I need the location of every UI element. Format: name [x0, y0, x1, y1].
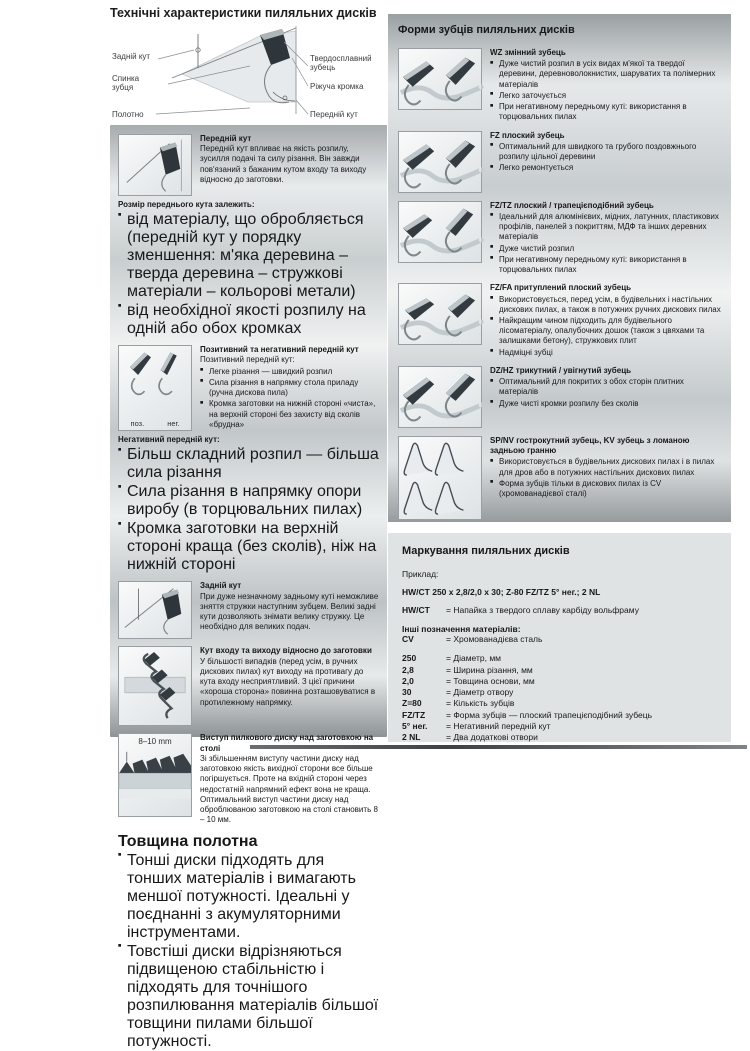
bullet-item: ■ Оптимальний для покритих з обох сторін плитних матеріалів — [490, 377, 721, 397]
definition-row — [402, 721, 717, 732]
fztz-teeth-icon — [399, 202, 481, 262]
bullet-item: ■ Надміцні зубці — [490, 348, 721, 358]
definition-text: = Два додаткові отвори — [446, 731, 538, 742]
definition-row — [402, 634, 717, 645]
definition-term: 2,0 — [402, 675, 414, 686]
front-angle-section — [118, 134, 379, 338]
bullet-item: ■ Дуже чистий розпил — [490, 244, 721, 254]
fzfa-section — [398, 283, 721, 358]
wz-tooth-image — [398, 48, 482, 110]
bullet-list — [118, 852, 379, 1051]
back-angle-tooth-icon — [119, 582, 191, 638]
protrusion-image — [118, 733, 192, 817]
protrusion-icon — [119, 749, 191, 815]
definition-term: 2,8 — [402, 664, 414, 675]
bullet-item: ■ Більш складний розпил — більша сила різання — [118, 446, 379, 482]
wz-section — [398, 48, 721, 123]
definition-text: = Хромованадієва сталь — [446, 634, 543, 645]
label-carbide-tooth: Твердосплавний зубець — [310, 54, 372, 73]
bullet-item: ■ від матеріалу, що обробляється (передній кут у порядку зменшення: м'яка деревина – тверда деревина – стружкові матеріали – кольорові метали) — [118, 211, 379, 301]
label-blade-body: Полотно — [112, 110, 144, 119]
definition-row — [402, 698, 717, 709]
fz-teeth-icon — [399, 132, 481, 192]
single-tooth-icon — [119, 135, 191, 195]
definition-text: = Ширина різання, мм — [446, 664, 533, 675]
bullet-list — [118, 446, 379, 574]
marking-panel — [388, 533, 731, 742]
positive-label: поз. — [130, 419, 145, 429]
definition-text: = Кількість зубців — [446, 698, 515, 709]
fzfa-teeth-icon — [399, 284, 481, 344]
fztz-tooth-image — [398, 201, 482, 263]
definition-term: Z=80 — [402, 698, 422, 709]
entry-exit-section — [118, 646, 379, 726]
left-column — [110, 6, 387, 1050]
definition-term: 30 — [402, 687, 412, 698]
bullet-list — [490, 457, 721, 499]
section-heading: SP/NV гострокутний зубець, KV зубець з ломаною задньою гранню — [490, 435, 690, 456]
spnv-teeth-icon — [399, 437, 481, 519]
section-heading: Товщина полотна — [118, 832, 258, 850]
bullet-item: ■ від необхідної якості розпилу на одній або обох кромках — [118, 302, 379, 338]
bullet-item: ■ Ідеальний для алюмінієвих, мідних, латунних, пластикових профілів, панелей з покриттям, МДФ та інших деревних матеріалів — [490, 212, 721, 243]
bullet-list — [490, 142, 721, 174]
bullet-item: ■ Легко заточується — [490, 91, 721, 101]
section-body: Передній кут впливає на якість розпилу, зусилля подачі та силу різання. Він завжди пов'язаний з бажаним кутом входу та виходу відносно до заготовки. — [200, 144, 367, 184]
section-heading: DZ/HZ трикутний / увігнутий зубець — [490, 365, 632, 375]
fzfa-tooth-image — [398, 283, 482, 345]
fztz-section — [398, 201, 721, 276]
bullet-list — [118, 211, 379, 338]
bullet-item: ■ Форма зубців тільки в дискових пилах із CV (хромованадієвої сталі) — [490, 479, 721, 499]
pos-neg-angle-section — [118, 345, 379, 574]
section-heading: Кут входу та виходу відносно до заготовки — [200, 646, 372, 656]
right-column — [388, 14, 731, 742]
characteristics-panel — [110, 125, 387, 1050]
section-heading: Позитивний та негативний передній кут — [200, 345, 359, 355]
bullet-item: ■ Використовується в будівельних дискових пилах і в пилах для дров або в потужних настільних дискових пилах — [490, 457, 721, 477]
section-subheading: Позитивний передній кут: — [200, 355, 295, 365]
section-heading: WZ змінний зубець — [490, 48, 566, 57]
section-heading: FZ/FA притуплений плоский зубець — [490, 283, 632, 293]
bullet-item: ■ Сила різання в напрямку стола приладу (ручна дискова пила) — [200, 378, 379, 398]
section-heading: FZ плоский зубець — [490, 130, 565, 140]
definition-text: = Діаметр отвору — [446, 687, 514, 698]
protrusion-measure-label: 8–10 mm — [138, 737, 172, 747]
back-angle-image — [118, 581, 192, 639]
section-subheading: Розмір переднього кута залежить: — [118, 200, 255, 209]
other-materials-label: Інші позначення матеріалів: — [402, 624, 521, 635]
label-back-angle: Задній кут — [112, 52, 151, 61]
spnv-section — [398, 436, 721, 520]
hwct-def: = Напайка з твердого сплаву карбіду вольфраму — [446, 605, 639, 615]
bullet-list — [490, 59, 721, 122]
definition-text: = Форма зубців — плоский трапецієподібний зубець — [446, 709, 653, 720]
dzhz-teeth-icon — [399, 367, 481, 427]
fz-tooth-image — [398, 131, 482, 193]
fz-section — [398, 131, 721, 193]
bullet-item: ■ Легко ремонтується — [490, 163, 721, 173]
marking-example: HW/CT 250 x 2,8/2,0 x 30; Z-80 FZ/TZ 5° нег.; 2 NL — [402, 587, 601, 597]
bullet-item: ■ Сила різання в напрямку опори виробу (в торцювальних пилах) — [118, 483, 379, 519]
section-body: При дуже незначному задньому куті неможливе зняття стружки наступним зубцем. Великі задні кути дозволяють знімати велику стружку. Це необхідно для великих подач. — [200, 591, 379, 632]
bullet-item: ■ При негативному передньому куті: використання в торцювальних пилах — [490, 102, 721, 122]
definition-term: CV — [402, 634, 414, 645]
thickness-section — [118, 833, 379, 1051]
marking-title: Маркування пиляльних дисків — [402, 545, 570, 557]
dzhz-section — [398, 366, 721, 428]
label-cutting-edge: Ріжуча кромка — [310, 82, 364, 91]
definition-term: 250 — [402, 653, 417, 664]
section-subheading: Негативний передній кут: — [118, 435, 220, 445]
bullet-item: ■ Кромка заготовки на верхній стороні краща (без сколів), ніж на нижній стороні — [118, 520, 379, 574]
section-heading: Передній кут — [200, 134, 252, 143]
front-angle-image — [118, 134, 192, 196]
section-heading: Виступ пилкового диску над заготовкою на столі — [200, 733, 374, 753]
label-tooth-back: Спинка зубця — [112, 74, 140, 93]
bullet-list — [490, 377, 721, 409]
example-label: Приклад: — [402, 569, 439, 579]
definition-term: 5° нег. — [402, 720, 428, 731]
definition-row — [402, 653, 717, 664]
page-edge-shadow — [250, 745, 747, 749]
pos-neg-image — [118, 345, 192, 431]
hwct-definition — [402, 605, 717, 616]
definition-term: 2 NL — [402, 731, 421, 742]
marking-definitions — [402, 624, 717, 743]
section-body: У більшості випадків (перед усім, в ручних дискових пилах) кут виходу на противагу до кута входу несприятливий. З цієї причини «хороша сторона» повинна розташовуватися в протилежному напрямку. — [200, 656, 376, 707]
definition-row — [402, 732, 717, 743]
definition-row — [402, 676, 717, 687]
label-front-angle: Передній кут — [310, 110, 358, 119]
blade-anatomy-diagram — [110, 22, 387, 122]
bullet-item: ■ Оптимальний для швидкого та грубого поздовжнього розпилу цільної деревини — [490, 142, 721, 162]
definition-row — [402, 710, 717, 721]
page-title: Технічні характеристики пиляльних дисків — [110, 6, 377, 20]
wz-teeth-icon — [399, 49, 481, 109]
bullet-list — [490, 295, 721, 358]
negative-label: нег. — [167, 419, 180, 429]
section-body: Зі збільшенням виступу частини диску над заготовкою якість вихідної сторони все більше погіршується. Проте на вхідній стороні через недостатній напрямний ефект вона не краща. Оптимальний виступ частини диску над оброблюваною заготовкою на столі становить 8 – 10 мм. — [200, 753, 378, 825]
definition-text: = Товщина основи, мм — [446, 675, 535, 686]
pos-neg-labels — [119, 419, 191, 428]
definition-term: FZ/TZ — [402, 709, 426, 720]
section-heading: Задній кут — [200, 581, 242, 591]
definition-row — [402, 665, 717, 676]
bullet-item: ■ Кромка заготовки на нижній стороні «чиста», на верхній стороні без захисту від сколів «брудна» — [200, 399, 379, 430]
bullet-list — [490, 212, 721, 275]
two-teeth-icon — [119, 346, 191, 404]
tooth-forms-title: Форми зубців пиляльних дисків — [398, 24, 575, 36]
hwct-term: HW/CT — [402, 605, 430, 615]
definition-row — [402, 687, 717, 698]
back-angle-section — [118, 581, 379, 639]
section-heading: FZ/TZ плоский / трапецієподібний зубець — [490, 200, 654, 210]
bullet-item: ■ Дуже чистий розпил в усіх видах м'якої та твердої деревини, деревноволокнистих, шаруватих та полімерних матеріалів — [490, 59, 721, 90]
entry-exit-image — [118, 646, 192, 726]
spnv-tooth-image — [398, 436, 482, 520]
bullet-item: ■ Використовується, перед усім, в будівельних і настільних дискових пилах, а також в потужних ручних дискових пилах — [490, 295, 721, 315]
bullet-list — [200, 367, 379, 430]
tooth-forms-panel — [388, 14, 731, 522]
entry-exit-icon — [119, 647, 191, 725]
bullet-item: ■ При негативному передньому куті: використання в торцювальних пилах — [490, 255, 721, 275]
bullet-item: ■ Найкращим чином підходить для будівельного лісоматеріалу, опалубочних дошок (також з цвяхами та залишками бетону), стружкових плит — [490, 316, 721, 347]
bullet-item: ■ Дуже чисті кромки розпилу без сколів — [490, 399, 721, 409]
bullet-item: ■ Товстіші диски відрізняються підвищеною стабільністю і підходять для точнішого розпилювання матеріалів більшої товщини пилами більшої потужності. — [118, 943, 379, 1051]
definition-text: = Діаметр, мм — [446, 653, 502, 664]
definition-text: = Негативний передній кут — [446, 720, 551, 731]
bullet-item: ■ Легке різання — швидкий розпил — [200, 367, 379, 377]
dzhz-tooth-image — [398, 366, 482, 428]
bullet-item: ■ Тонші диски підходять для тонших матеріалів і вимагають меншої потужності. Ідеальні у поєднанні з акумуляторними інструментами. — [118, 852, 379, 942]
